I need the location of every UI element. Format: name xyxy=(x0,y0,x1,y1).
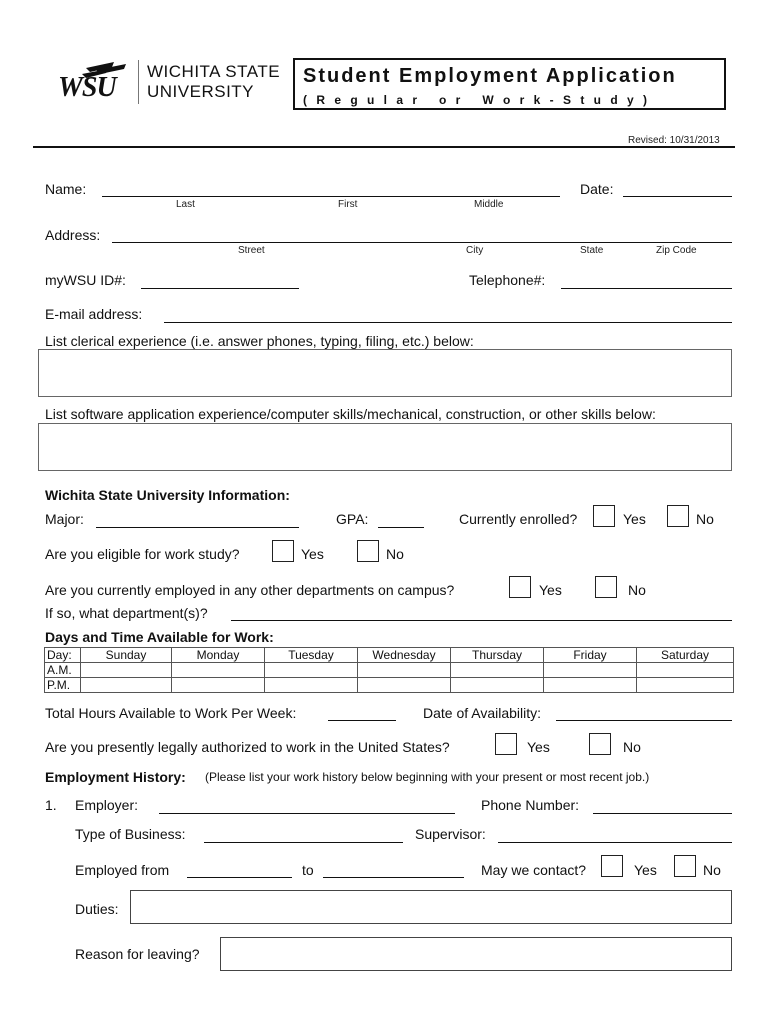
campus-employed-no-label: No xyxy=(628,582,646,598)
wednesday-am-cell[interactable] xyxy=(358,663,451,678)
enrolled-yes-checkbox[interactable] xyxy=(593,505,615,527)
authorized-yes-label: Yes xyxy=(527,739,550,755)
employer-label: Employer: xyxy=(75,797,139,813)
date-label: Date: xyxy=(580,181,614,197)
department-label: If so, what department(s)? xyxy=(45,605,208,621)
total-hours-label: Total Hours Available to Work Per Week: xyxy=(45,705,297,721)
table-row xyxy=(45,663,734,678)
availability-heading: Days and Time Available for Work: xyxy=(45,629,274,645)
tuesday-pm-cell[interactable] xyxy=(265,678,358,693)
logo-line2: UNIVERSITY xyxy=(147,82,255,101)
employed-from-label: Employed from xyxy=(75,862,170,878)
duties-label: Duties: xyxy=(75,901,119,917)
availability-date-input[interactable] xyxy=(556,720,732,721)
reason-leaving-label: Reason for leaving? xyxy=(75,946,200,962)
first-sublabel: First xyxy=(338,199,358,210)
saturday-pm-cell[interactable] xyxy=(637,678,734,693)
friday-am-cell[interactable] xyxy=(544,663,637,678)
wednesday-pm-cell[interactable] xyxy=(358,678,451,693)
business-type-input[interactable] xyxy=(204,842,403,843)
table-row xyxy=(45,678,734,693)
business-type-label: Type of Business: xyxy=(75,826,186,842)
saturday-am-cell[interactable] xyxy=(637,663,734,678)
address-input[interactable] xyxy=(112,242,732,243)
pm-row-label: P.M. xyxy=(45,678,81,693)
availability-table xyxy=(44,647,734,693)
may-contact-no-label: No xyxy=(703,862,721,878)
employer-input[interactable] xyxy=(159,813,455,814)
city-sublabel: City xyxy=(466,245,484,256)
wsu-info-heading: Wichita State University Information: xyxy=(45,487,290,503)
gpa-label: GPA: xyxy=(336,511,369,527)
employed-from-input[interactable] xyxy=(187,877,292,878)
employed-to-label: to xyxy=(302,862,314,878)
day-column-header: Day: xyxy=(45,648,81,663)
enrolled-no-label: No xyxy=(696,511,714,527)
major-input[interactable] xyxy=(96,527,299,528)
tuesday-am-cell[interactable] xyxy=(265,663,358,678)
title-box xyxy=(293,58,726,110)
name-input[interactable] xyxy=(102,196,560,197)
monday-pm-cell[interactable] xyxy=(172,678,265,693)
zip-sublabel: Zip Code xyxy=(656,245,697,256)
supervisor-label: Supervisor: xyxy=(415,826,486,842)
campus-employed-yes-checkbox[interactable] xyxy=(509,576,531,598)
am-row-label: A.M. xyxy=(45,663,81,678)
thursday-pm-cell[interactable] xyxy=(451,678,544,693)
sunday-column-header: Sunday xyxy=(81,648,172,663)
campus-employed-label: Are you currently employed in any other departments on campus? xyxy=(45,582,455,598)
monday-column-header: Monday xyxy=(172,648,265,663)
mywsu-id-input[interactable] xyxy=(141,288,299,289)
authorized-yes-checkbox[interactable] xyxy=(495,733,517,755)
email-label: E-mail address: xyxy=(45,306,143,322)
software-textarea[interactable] xyxy=(38,423,732,471)
enrolled-yes-label: Yes xyxy=(623,511,646,527)
may-contact-label: May we contact? xyxy=(481,862,587,878)
friday-pm-cell[interactable] xyxy=(544,678,637,693)
total-hours-input[interactable] xyxy=(328,720,396,721)
work-study-no-label: No xyxy=(386,546,404,562)
employer-phone-input[interactable] xyxy=(593,813,732,814)
employment-history-note: (Please list your work history below beginning with your present or most recent job.) xyxy=(205,770,650,784)
may-contact-yes-label: Yes xyxy=(634,862,657,878)
department-input[interactable] xyxy=(231,620,732,621)
date-input[interactable] xyxy=(623,196,732,197)
page-title: Student Employment Application xyxy=(303,65,677,87)
sunday-am-cell[interactable] xyxy=(81,663,172,678)
tuesday-column-header: Tuesday xyxy=(265,648,358,663)
last-sublabel: Last xyxy=(176,199,195,210)
middle-sublabel: Middle xyxy=(474,199,504,210)
page-subtitle: ( R e g u l a r o r W o r k - S t u d y ) xyxy=(303,93,651,107)
telephone-label: Telephone#: xyxy=(469,272,546,288)
mywsu-id-label: myWSU ID#: xyxy=(45,272,126,288)
sunday-pm-cell[interactable] xyxy=(81,678,172,693)
work-study-no-checkbox[interactable] xyxy=(357,540,379,562)
authorized-label: Are you presently legally authorized to work in the United States? xyxy=(45,739,450,755)
campus-employed-yes-label: Yes xyxy=(539,582,562,598)
street-sublabel: Street xyxy=(238,245,265,256)
enrolled-label: Currently enrolled? xyxy=(459,511,578,527)
telephone-input[interactable] xyxy=(561,288,732,289)
campus-employed-no-checkbox[interactable] xyxy=(595,576,617,598)
email-input[interactable] xyxy=(164,322,732,323)
header-rule xyxy=(33,146,735,148)
may-contact-no-checkbox[interactable] xyxy=(674,855,696,877)
friday-column-header: Friday xyxy=(544,648,637,663)
work-study-label: Are you eligible for work study? xyxy=(45,546,240,562)
software-label: List software application experience/computer skills/mechanical, construction, or other skills below: xyxy=(45,406,656,422)
employer-phone-label: Phone Number: xyxy=(481,797,580,813)
saturday-column-header: Saturday xyxy=(637,648,734,663)
authorized-no-label: No xyxy=(623,739,641,755)
logo-divider xyxy=(138,60,139,104)
monday-am-cell[interactable] xyxy=(172,663,265,678)
enrolled-no-checkbox[interactable] xyxy=(667,505,689,527)
logo-mark: WSU xyxy=(58,72,116,103)
thursday-am-cell[interactable] xyxy=(451,663,544,678)
may-contact-yes-checkbox[interactable] xyxy=(601,855,623,877)
clerical-textarea[interactable] xyxy=(38,349,732,397)
availability-date-label: Date of Availability: xyxy=(423,705,542,721)
major-label: Major: xyxy=(45,511,84,527)
supervisor-input[interactable] xyxy=(498,842,732,843)
state-sublabel: State xyxy=(580,245,604,256)
employment-history-heading: Employment History: xyxy=(45,769,186,785)
logo-line1: WICHITA STATE xyxy=(147,62,281,81)
authorized-no-checkbox[interactable] xyxy=(589,733,611,755)
name-label: Name: xyxy=(45,181,87,197)
clerical-label: List clerical experience (i.e. answer phones, typing, filing, etc.) below: xyxy=(45,333,474,349)
employed-to-input[interactable] xyxy=(323,877,464,878)
work-study-yes-checkbox[interactable] xyxy=(272,540,294,562)
duties-input[interactable] xyxy=(130,890,732,924)
address-label: Address: xyxy=(45,227,101,243)
gpa-input[interactable] xyxy=(378,527,424,528)
employer-number: 1. xyxy=(45,797,57,813)
revised-date: Revised: 10/31/2013 xyxy=(628,135,720,146)
reason-leaving-input[interactable] xyxy=(220,937,732,971)
wednesday-column-header: Wednesday xyxy=(358,648,451,663)
work-study-yes-label: Yes xyxy=(301,546,324,562)
thursday-column-header: Thursday xyxy=(451,648,544,663)
availability-header-row xyxy=(45,648,734,663)
